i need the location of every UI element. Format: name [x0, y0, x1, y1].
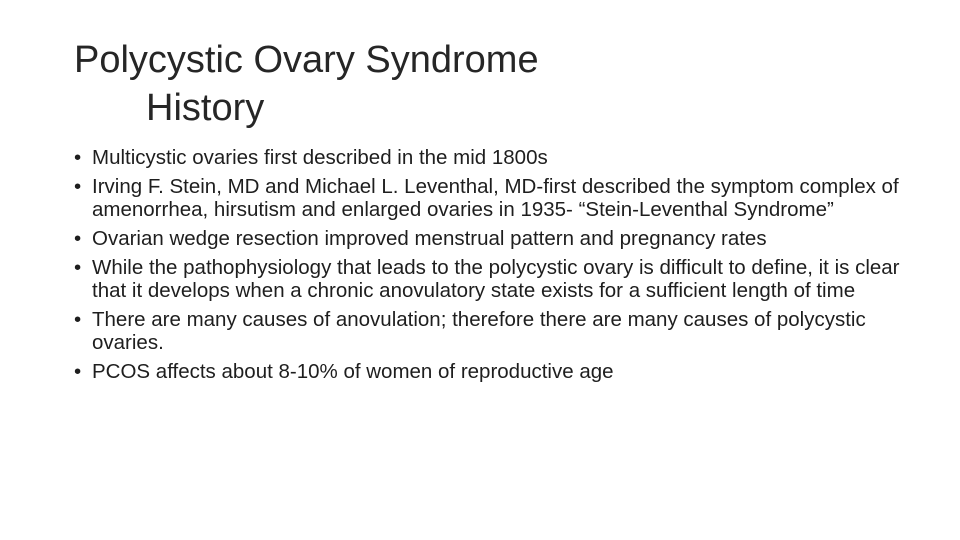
bullet-list [74, 146, 904, 389]
bullet-item [74, 227, 904, 250]
title-line-1: Polycystic Ovary Syndrome [74, 39, 539, 81]
bullet-item [74, 175, 904, 221]
bullet-item [74, 256, 904, 302]
bullet-text: While the pathophysiology that leads to the polycystic ovary is difficult to define, it is clear that it develops when a chronic anovulatory state exists for a sufficient length of time [92, 256, 900, 302]
bullet-item [74, 360, 904, 383]
bullet-text: Multicystic ovaries first described in the mid 1800s [92, 146, 548, 169]
bullet-icon: • [74, 360, 82, 383]
bullet-icon: • [74, 227, 82, 250]
bullet-item [74, 146, 904, 169]
bullet-text: PCOS affects about 8-10% of women of reproductive age [92, 360, 614, 383]
slide-title [74, 36, 894, 132]
bullet-text: Ovarian wedge resection improved menstrual pattern and pregnancy rates [92, 227, 767, 250]
bullet-icon: • [74, 308, 82, 331]
bullet-item [74, 308, 904, 354]
title-line-2: History [146, 87, 265, 129]
bullet-icon: • [74, 256, 82, 279]
bullet-text: There are many causes of anovulation; therefore there are many causes of polycystic ovaries. [92, 308, 866, 354]
bullet-icon: • [74, 175, 82, 198]
bullet-icon: • [74, 146, 82, 169]
bullet-text: Irving F. Stein, MD and Michael L. Leventhal, MD-first described the symptom complex of amenorrhea, hirsutism and enlarged ovaries in 1935- “Stein-Leventhal Syndrome” [92, 175, 899, 221]
